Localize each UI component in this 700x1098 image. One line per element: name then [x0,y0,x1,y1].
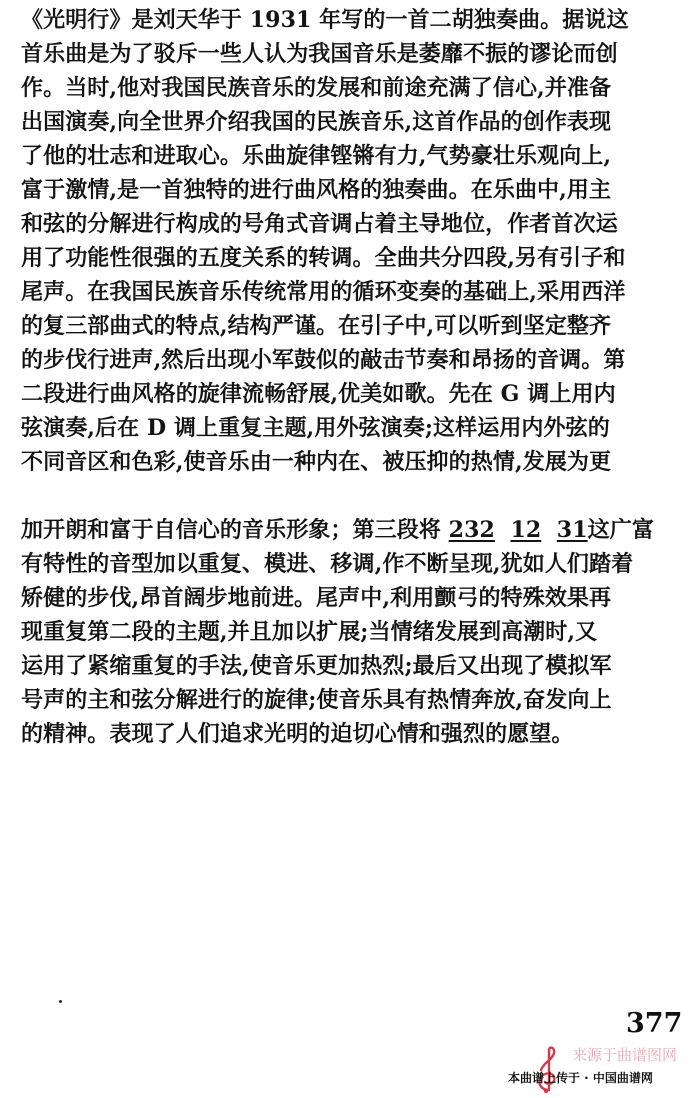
paragraph-line: 《光明行》是刘天华于 1931 年写的一首二胡独奏曲。据说这 [21,7,629,33]
paragraph-line: 用了功能性很强的五度关系的转调。全曲共分四段,另有引子和 [21,245,626,271]
paragraph-line: 作。当时,他对我国民族音乐的发展和前途充满了信心,并准备 [21,75,612,101]
motif-notation: 232 [448,517,495,543]
paragraph-line: 有特性的音型加以重复、模进、移调,作不断呈现,犹如人们踏着 [21,551,634,577]
paragraph-line: 首乐曲是为了驳斥一些人认为我国音乐是萎靡不振的谬论而创 [21,41,618,67]
paragraph-line: 富于激情,是一首独特的进行曲风格的独奏曲。在乐曲中,用主 [21,177,612,203]
paragraph-line: 的复三部曲式的特点,结构严谨。在引子中,可以听到坚定整齐 [21,313,612,339]
paragraph-line: 号声的主和弦分解进行的旋律;使音乐具有热情奔放,奋发向上 [21,687,612,713]
paragraph-line: 的步伐行进声,然后出现小军鼓似的敲击节奏和昂扬的音调。第 [21,347,626,373]
paragraph-line: 的精神。表现了人们追求光明的迫切心情和强烈的愿望。 [21,721,574,747]
paragraph-line: 出国演奏,向全世界介绍我国的民族音乐,这首作品的创作表现 [21,109,612,135]
paragraph-line: 和弦的分解进行构成的号角式音调占着主导地位，作者首次运 [21,211,618,237]
paragraph-line: 矫健的步伐,昂首阔步地前进。尾声中,利用颤弓的特殊效果再 [21,585,612,611]
line-lead-text: 加开朗和富于自信心的音乐形象；第三段将 [21,517,441,543]
motif-notation: 31 [556,517,588,543]
paragraph-line: 了他的壮志和进取心。乐曲旋律铿锵有力,气势豪壮乐观向上, [21,143,612,169]
paragraph-line: 不同音区和色彩,使音乐由一种内在、被压抑的热情,发展为更 [21,449,612,475]
paragraph-line: 现重复第二段的主题,并且加以扩展;当情绪发展到高潮时,又 [21,619,598,645]
watermark [500,1042,700,1098]
paragraph-line: 二段进行曲风格的旋律流畅舒展,优美如歌。先在 G 调上用内 [21,381,616,407]
scan-speck [59,1000,62,1003]
paragraph-line: 弦演奏,后在 D 调上重复主题,用外弦演奏;这样运用内外弦的 [21,415,610,441]
paragraph-line-with-motifs [21,513,681,547]
watermark-upload-text: 本曲谱上传于 · 中国曲谱网 [508,1071,653,1085]
paragraph-line: 运用了紧缩重复的手法,使音乐更加热烈;最后又出现了模拟军 [21,653,612,679]
watermark-source-text: 来源于曲谱图网 [572,1046,678,1064]
page-number: 377 [626,1008,683,1039]
line-tail-text: 这广富 [587,517,654,543]
motif-notation: 12 [510,517,542,543]
paragraph-line: 尾声。在我国民族音乐传统常用的循环变奏的基础上,采用西洋 [21,279,626,305]
